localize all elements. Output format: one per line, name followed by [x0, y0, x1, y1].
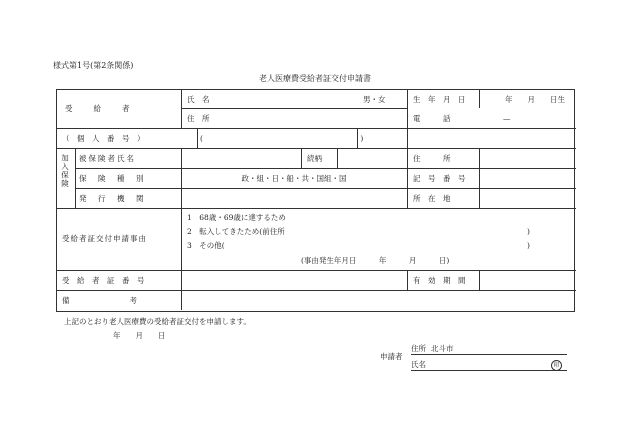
reason-label: 受給者証交付申請事由	[62, 234, 147, 243]
col-line	[479, 148, 480, 208]
row-line	[57, 128, 576, 129]
col-line	[407, 270, 408, 290]
row-line	[57, 270, 576, 271]
col-line	[197, 128, 198, 148]
issuer-label: 発 行 機 関	[79, 194, 146, 203]
application-date: 年 月 日	[113, 331, 166, 340]
validity-period-label: 有 効 期 間	[413, 276, 466, 285]
row-line	[57, 148, 576, 149]
col-line	[181, 90, 182, 128]
dob-label: 生 年 月 日	[413, 95, 466, 104]
name-underline	[411, 370, 567, 371]
application-statement: 上記のとおり老人医療費の受給者証交付を申請します。	[64, 317, 251, 326]
reason-option-1[interactable]: 1 68歳・69歳に達するため	[187, 213, 286, 222]
reason-option-2-close: )	[527, 227, 530, 236]
remarks-label: 備 考	[62, 296, 137, 305]
col-line	[407, 148, 408, 208]
insurance-type-options[interactable]: 政・組・日・船・共・国組・国	[241, 174, 347, 183]
row-line	[57, 290, 576, 291]
gender-options[interactable]: 男・女	[363, 95, 386, 104]
name-label: 氏 名	[187, 95, 210, 104]
row-line	[57, 208, 576, 209]
col-line	[75, 148, 76, 208]
phone-value: —	[503, 114, 511, 123]
insured-name-label: 被保険者氏名	[79, 154, 136, 163]
col-line	[479, 90, 480, 108]
dob-value: 年 月 日生	[505, 95, 565, 104]
form-number: 様式第1号(第2条関係)	[53, 61, 134, 70]
insured-address-label: 住 所	[413, 154, 451, 163]
reason-occurrence-date: (事由発生年月日 年 月 日)	[301, 256, 450, 265]
applicant-address-label: 住所	[411, 344, 426, 353]
col-line	[301, 148, 302, 168]
col-line	[479, 270, 480, 290]
reason-option-3-close: )	[527, 241, 530, 250]
mynumber-label: （ 個 人 番 号 ）	[62, 134, 145, 143]
application-table	[56, 89, 575, 312]
col-line	[181, 148, 182, 310]
phone-label: 電 話	[413, 114, 451, 123]
applicant-address-value: 北斗市	[431, 344, 454, 353]
seal-mark-icon: 印	[551, 360, 562, 371]
insurance-type-label: 保 険 種 別	[79, 174, 146, 183]
col-line	[407, 90, 408, 148]
symbol-number-label: 記 号 番 号	[413, 174, 466, 183]
form-title: 老人医療費受給者証交付申請書	[259, 74, 371, 83]
applicant-label: 申請者	[380, 352, 403, 361]
applicant-name-label: 氏名	[411, 360, 426, 369]
address-label: 住 所	[187, 114, 210, 123]
address-underline	[411, 354, 567, 355]
row-line	[75, 188, 576, 189]
insurance-side-label: 加入保険	[60, 154, 70, 188]
row-line	[181, 108, 407, 109]
reason-option-2[interactable]: 2 転入してきたため(前住所	[187, 227, 285, 236]
issuer-location-label: 所 在 地	[413, 194, 451, 203]
reason-option-3[interactable]: 3 その他(	[187, 241, 225, 250]
col-line	[337, 148, 338, 168]
row-line	[75, 168, 576, 169]
relation-label: 続柄	[307, 154, 322, 163]
mynumber-field[interactable]: ( )	[200, 134, 364, 143]
certificate-number-label: 受 給 者 証 番 号	[62, 276, 145, 285]
recipient-label: 受 給 者	[65, 104, 132, 113]
